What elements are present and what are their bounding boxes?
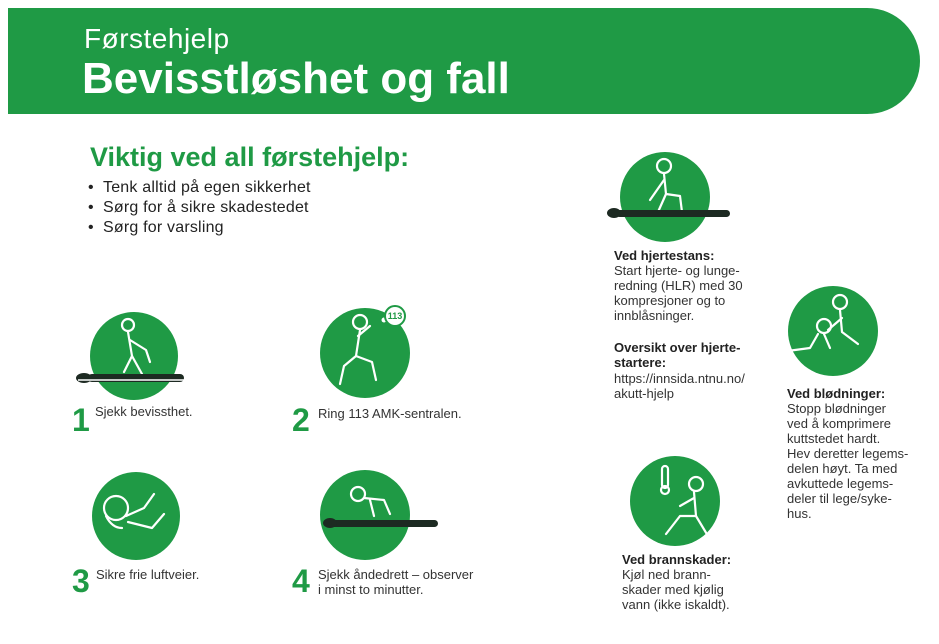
bleeding-line: delen høyt. Ta med: [787, 461, 898, 476]
burns-line: vann (ikke iskaldt).: [622, 597, 730, 612]
emergency-number-badge: 113: [384, 305, 406, 327]
aed-title: Oversikt over hjerte-: [614, 340, 741, 355]
bleeding-line: ved å komprimere: [787, 416, 892, 431]
step-number: 3: [72, 563, 90, 599]
step-text: Sikre frie luftveier.: [96, 567, 200, 582]
step-text: Sjekk åndedrett – observer: [318, 567, 474, 582]
step-number: 4: [292, 563, 310, 599]
aed-link[interactable]: akutt-hjelp: [614, 386, 674, 401]
bleeding-title: Ved blødninger:: [787, 386, 886, 401]
step-number: 1: [72, 402, 90, 438]
step-text: Ring 113 AMK-sentralen.: [318, 406, 462, 421]
header-banner: [8, 8, 920, 114]
step-text: i minst to minutter.: [318, 582, 424, 597]
burn-icon: [630, 456, 720, 546]
cardiac-line: redning (HLR) med 30: [614, 278, 743, 293]
page-title: Bevisstløshet og fall: [82, 54, 510, 103]
bleeding-icon: [788, 286, 878, 376]
bleeding-line: Hev deretter legems-: [787, 446, 909, 461]
step-text: Sjekk bevissthet.: [95, 404, 193, 419]
burns-line: skader med kjølig: [622, 582, 724, 597]
aed-link[interactable]: https://innsida.ntnu.no/: [614, 371, 745, 386]
list-item: • Tenk alltid på egen sikkerhet: [88, 178, 311, 198]
airway-icon: [92, 472, 180, 560]
check-consciousness-icon: [90, 312, 178, 400]
aed-title: startere:: [614, 355, 667, 370]
bleeding-line: Stopp blødninger: [787, 401, 887, 416]
list-item: • Sørg for å sikre skadestedet: [88, 198, 311, 218]
cardiac-line: innblåsninger.: [614, 308, 695, 323]
bleeding-line: avkuttede legems-: [787, 476, 894, 491]
burns-line: Kjøl ned brann-: [622, 567, 711, 582]
cpr-icon: [620, 152, 710, 242]
step-number: 2: [292, 402, 310, 438]
bleeding-line: hus.: [787, 506, 812, 521]
bleeding-line: deler til lege/syke-: [787, 491, 892, 506]
cardiac-line: kompresjoner og to: [614, 293, 726, 308]
important-list: [88, 178, 311, 238]
cardiac-title: Ved hjertestans:: [614, 248, 715, 263]
list-item: • Sørg for varsling: [88, 218, 311, 238]
page-subtitle: Førstehjelp: [84, 23, 230, 54]
breathing-check-icon: [320, 470, 410, 560]
burns-title: Ved brannskader:: [622, 552, 732, 567]
bleeding-line: kuttstedet hardt.: [787, 431, 881, 446]
cardiac-line: Start hjerte- og lunge-: [614, 263, 740, 278]
important-heading: Viktig ved all førstehjelp:: [90, 142, 410, 172]
